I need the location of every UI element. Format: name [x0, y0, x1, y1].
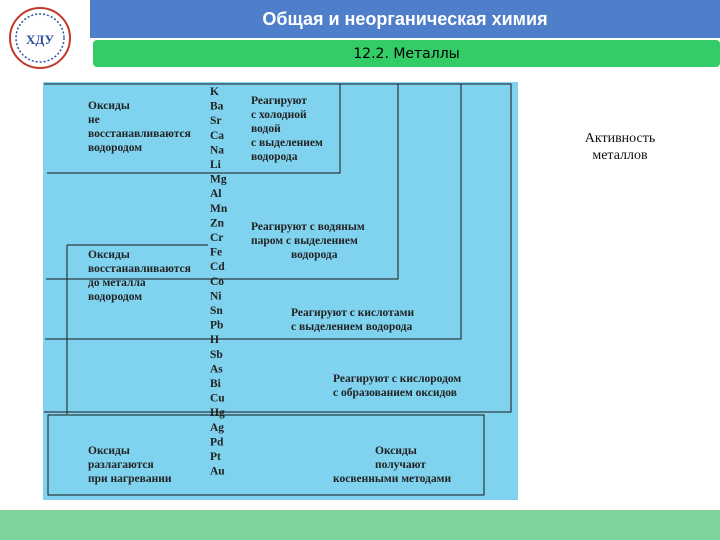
series-element-au: Au [210, 465, 225, 478]
activity-line-2: металлов [592, 148, 648, 163]
series-element-mg: Mg [210, 173, 227, 186]
oxides-group-2 [88, 249, 191, 303]
subtitle-bar [93, 40, 720, 67]
series-element-pt: Pt [210, 451, 221, 463]
oxides-text: восстанавливаются [88, 263, 191, 275]
reaction-text: Реагируют с кислородом [333, 373, 462, 385]
reaction-text: Реагируют с кислотами [291, 307, 415, 319]
series-column [210, 86, 228, 478]
oxides-text: Оксиды [88, 249, 130, 261]
section-title: 12.2. Металлы [353, 45, 460, 62]
oxides-group-1 [88, 100, 191, 154]
title-bar [90, 0, 720, 38]
reaction-acids [291, 307, 414, 333]
series-element-ag: Ag [210, 421, 225, 434]
series-element-cd: Cd [210, 261, 225, 274]
series-element-pd: Pd [210, 436, 224, 449]
bottom-bar [0, 510, 720, 540]
oxides-text: восстанавливаются [88, 128, 191, 140]
series-element-al: Al [210, 188, 222, 201]
series-element-k: K [210, 86, 219, 98]
series-element-zn: Zn [210, 217, 225, 230]
series-element-co: Co [210, 275, 225, 288]
reaction-steam [251, 221, 365, 261]
oxides-text: не [88, 114, 100, 126]
series-element-cr: Cr [210, 232, 224, 244]
series-element-fe: Fe [210, 246, 223, 259]
reaction-text: с выделением [251, 137, 323, 149]
series-element-bi: Bi [210, 378, 221, 390]
reaction-cold-water [251, 95, 323, 163]
page-title: Общая и неорганическая химия [262, 8, 548, 29]
series-element-ca: Ca [210, 129, 225, 142]
oxides-group-3 [88, 445, 172, 485]
chart-svg [43, 82, 518, 500]
reaction-text: водорода [291, 249, 338, 261]
series-element-li: Li [210, 159, 221, 171]
reaction-text: с выделением водорода [291, 321, 413, 333]
reaction-oxygen [333, 373, 461, 399]
series-element-sr: Sr [210, 115, 222, 128]
reaction-text: паром с выделением [251, 235, 358, 247]
series-element-sb: Sb [210, 348, 223, 361]
university-logo-icon [8, 6, 72, 70]
svg-text:ХДУ: ХДУ [25, 32, 55, 47]
reaction-text: водорода [251, 151, 298, 163]
oxides-text: Оксиды [88, 100, 130, 112]
oxides-text: косвенными методами [333, 473, 452, 485]
series-element-na: Na [210, 144, 225, 157]
reaction-text: Реагируют с водяным [251, 221, 365, 233]
oxides-text: при нагревании [88, 473, 172, 485]
oxides-text: водородом [88, 291, 143, 303]
oxides-group-4 [333, 445, 451, 485]
oxides-text: до металла [88, 277, 146, 289]
series-element-sn: Sn [210, 305, 223, 317]
series-element-hg: Hg [210, 407, 225, 420]
series-element-h: H [210, 334, 219, 347]
series-element-pb: Pb [210, 319, 224, 332]
reaction-text: водой [251, 123, 281, 135]
oxides-text: Оксиды [88, 445, 130, 457]
series-element-ba: Ba [210, 100, 224, 113]
series-element-ni: Ni [210, 290, 222, 303]
series-element-cu: Cu [210, 392, 225, 405]
activity-label [555, 130, 685, 164]
metal-activity-chart [43, 82, 518, 500]
oxides-text: разлагаются [88, 459, 154, 471]
oxides-text: водородом [88, 142, 143, 154]
activity-line-1: Активность [584, 131, 656, 146]
reaction-text: с холодной [251, 109, 307, 121]
series-element-mn: Mn [210, 202, 228, 215]
reaction-text: с образованием оксидов [333, 387, 457, 399]
oxides-text: Оксиды [375, 445, 417, 457]
series-element-as: As [210, 363, 223, 376]
reaction-text: Реагируют [251, 95, 307, 107]
oxides-text: получают [375, 459, 426, 471]
